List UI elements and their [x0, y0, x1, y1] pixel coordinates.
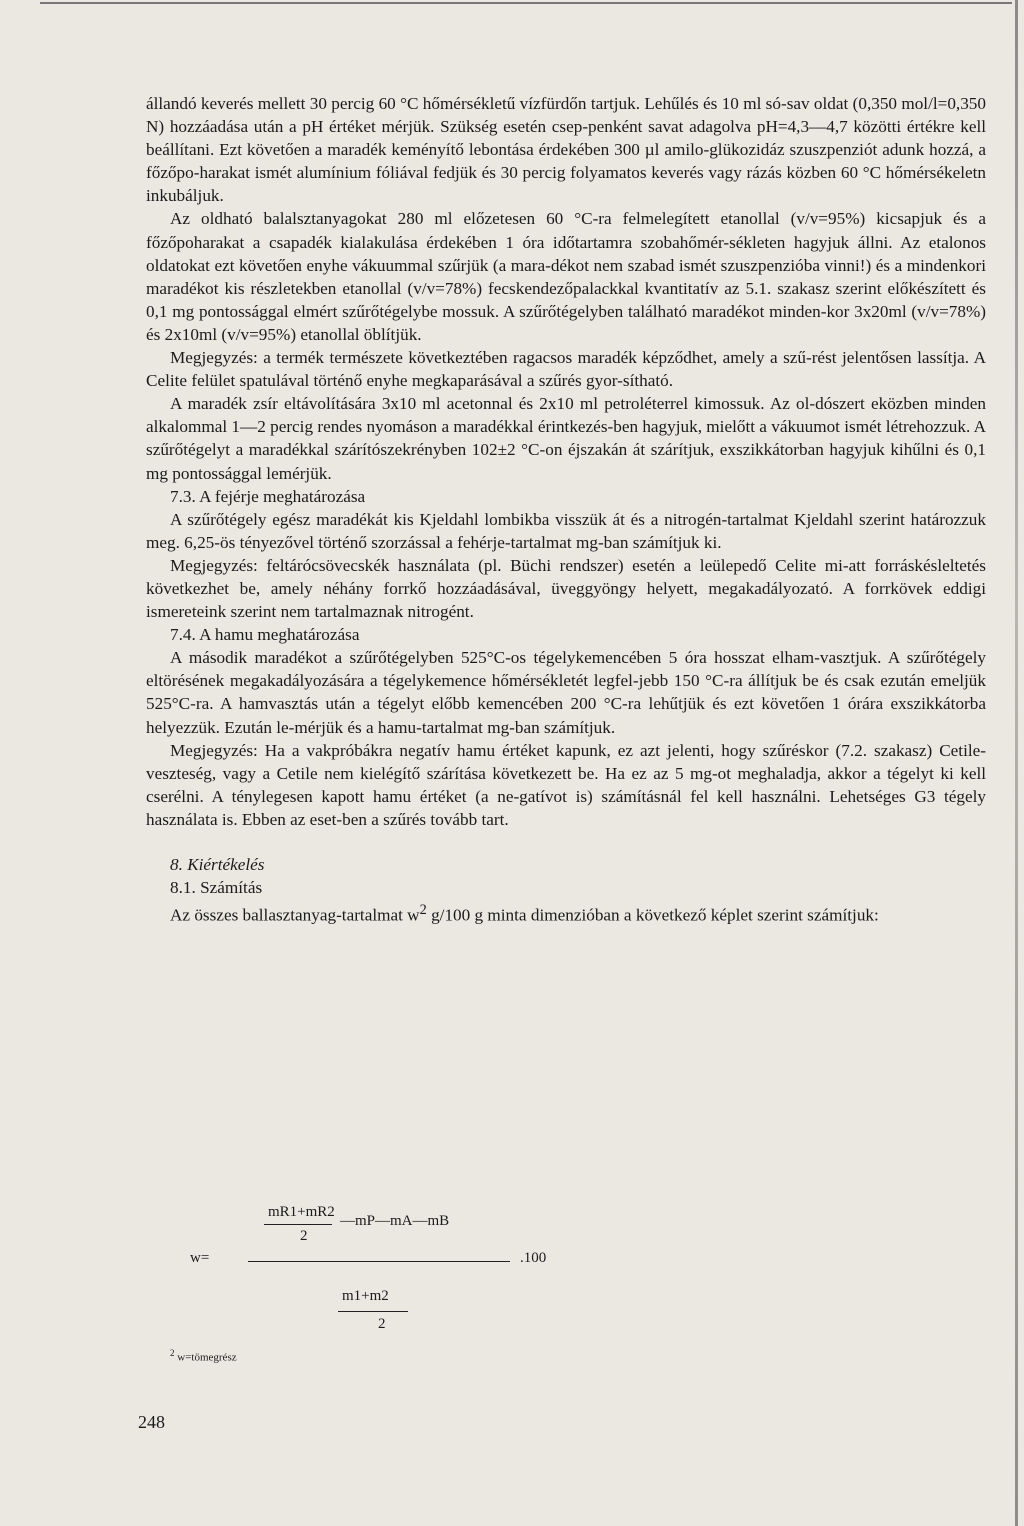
- formula: [190, 1198, 590, 1348]
- footnote-mark: 2: [170, 1348, 175, 1358]
- formula-top-inner-fraction-bar: [264, 1224, 332, 1225]
- paragraph-6-note: Megjegyzés: feltárócsövecskék használata (pl. Büchi rendszer) esetén a leülepedő Celite mi-att forráskésleltetés következhet be, amely néhány forrkő hozzáadásával, üveggyöngy helyett, megakadályozató. A forrkövek eddigi ismereteink szerint nem tartalmaznak nitrogént.: [146, 555, 986, 622]
- formula-top-subtractions: —mP—mA—mB: [340, 1213, 450, 1229]
- section-heading-8-1: 8.1. Számítás: [170, 878, 263, 898]
- paragraph-4: A maradék zsír eltávolítására 3x10 ml acetonnal és 2x10 ml petroléterrel kimossuk. Az ol-dószert eközben minden alkalommal 1—2 percig rendes nyomáson a maradékkal érintkezés-ben hagyjuk, mielőtt a vákuumot ismét létrehozzuk. A szűrőtégelyt a maradékkal szárítószekrényben 102±2 °C-on éjszakán át szárítjuk, exszikkátorban hagyjuk kihűlni és 0,1 mg pontossággal lemérjük.: [146, 394, 987, 483]
- page-number: 248: [138, 1412, 165, 1432]
- formula-lhs: w=: [190, 1250, 210, 1266]
- paragraph-9: [146, 899, 986, 927]
- section-heading-7-4: 7.4. A hamu meghatározása: [170, 625, 360, 645]
- formula-main-fraction-bar: [248, 1261, 510, 1262]
- formula-bottom-numerator: m1+m2: [342, 1288, 389, 1304]
- paragraph-3-note: Megjegyzés: a termék természete következtében ragacsos maradék képződhet, amely a szű-rést jelentősen lassítja. A Celite felület spatulával történő enyhe megkaparásával a szűrés gyor-sítható.: [146, 348, 986, 391]
- paragraph-9-start: Az összes ballasztanyag-tartalmat w: [170, 905, 420, 925]
- footnote-ref: 2: [419, 902, 427, 919]
- formula-bottom-inner-fraction-bar: [338, 1311, 408, 1312]
- right-page-edge: [1015, 0, 1018, 1526]
- paragraph-2: Az oldható balalsztanyagokat 280 ml előzetesen 60 °C-ra felmelegített etanollal (v/v=95%) kicsapjuk és a főzőpoharakat a csapadék kialakulása érdekében 1 óra időtartamra szobahőmér-sékleten hagyjuk állni. Az etalonos oldatokat ezt követően enyhe vákuummal szűrjük (a mara-dékot nem szabad ismét szuszpenzióba vinni!) és a mindenkori maradékot kis részletekben etanollal (v/v=78%) fecskendezőpalackkal kvantitatív az 5.1. szakasz szerint előkészített és 0,1 mg pontossággal elmért szűrőtégelybe mossuk. A szűrőtégelyben található maradékot minden-kor 3x20ml (v/v=78%) és 2x10ml (v/v=95%) etanollal öblítjük.: [146, 209, 986, 344]
- footnote: [170, 1348, 237, 1364]
- body-text: [146, 92, 986, 927]
- top-border-line: [40, 2, 1012, 4]
- paragraph-8-note: Megjegyzés: Ha a vakpróbákra negatív hamu értéket kapunk, ez azt jelenti, hogy szűréskor (7.2. szakasz) Cetile-veszteség, vagy a Cetile nem kielégítő szárítása következett be. Ha ez az 5 mg-ot meghaladja, akkor a tégelyt ki kell cserélni. A ténylegesen kapott hamu értéket (a ne-gatívot is) számításnál fel kell használni. Lehetséges G3 tégely használata is. Ebben az eset-ben a szűrés tovább tart.: [146, 740, 986, 829]
- formula-bottom-denominator: 2: [378, 1316, 386, 1332]
- formula-top-numerator: mR1+mR2: [268, 1204, 335, 1220]
- section-heading-8: 8. Kiértékelés: [170, 855, 265, 874]
- footnote-text: w=tömegrész: [177, 1351, 237, 1364]
- paragraph-5: A szűrőtégely egész maradékát kis Kjeldahl lombikba visszük át és a nitrogén-tartalmat Kjeldahl szerint határozzuk meg. 6,25-ös tényezővel történő szorzással a fehérje-tartalmat mg-ban számítjuk ki.: [146, 509, 986, 552]
- section-heading-7-3: 7.3. A fejérje meghatározása: [170, 486, 366, 506]
- paragraph-7: A második maradékot a szűrőtégelyben 525°C-os tégelykemencében 5 óra hosszat elham-vasztjuk. A szűrőtégely eltörésének megakadályozására a tégelykemence hőmérsékletét legfel-jebb 150 °C-ra állítjuk be és csak ezután emeljük 525°C-ra. A hamvasztás után a tégelyt előbb kemencében 200 °C-ra lehűtjük és ezt követően 1 órára exszikkátorba helyezzük. Ezután le-mérjük és a hamu-tartalmat mg-ban számítjuk.: [146, 648, 986, 737]
- spacer: [146, 831, 986, 853]
- paragraph-9-end: g/100 g minta dimenzióban a következő képlet szerint számítjuk:: [426, 905, 879, 925]
- formula-factor: .100: [520, 1250, 547, 1266]
- paragraph-1: állandó keverés mellett 30 percig 60 °C hőmérsékletű vízfürdőn tartjuk. Lehűlés és 10 ml só-sav oldat (0,350 mol/l=0,350 N) hozzáadása után a pH értéket mérjük. Szükség esetén csep-penként savat adagolva pH=4,3—4,7 közötti értékre kell beállítani. Ezt követően a maradék keményítő lebontása érdekében 300 µl amilo-glükozidáz szuszpenziót adunk hozzá, a főzőpo-harakat ismét alumínium fóliával fedjük és 30 percig folyamatos keverés vagy rázás közben 60 °C hőmérsékeletn inkubáljuk.: [146, 94, 986, 206]
- formula-top-denominator: 2: [300, 1228, 308, 1244]
